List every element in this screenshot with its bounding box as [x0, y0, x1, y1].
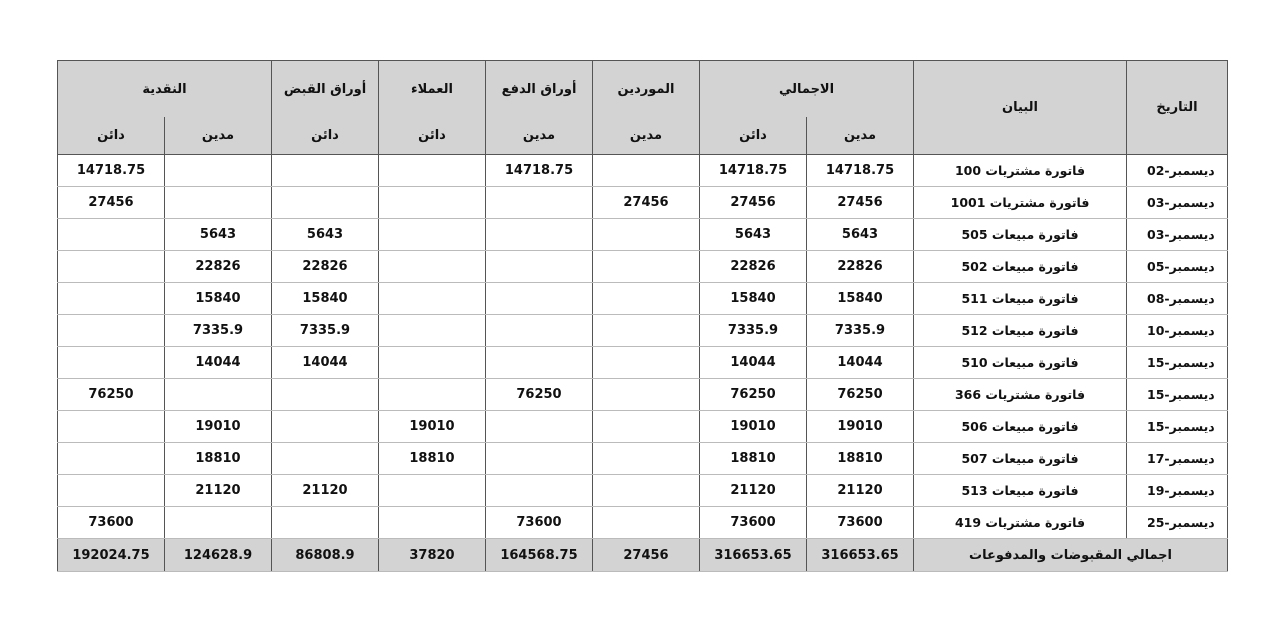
table-row: [58, 251, 1228, 283]
table-row: [58, 155, 1228, 187]
totals-receivables-credit: 86808.9: [272, 539, 379, 572]
cell-cash-debit: [165, 155, 272, 187]
cell-total-debit: 15840: [807, 283, 914, 315]
cell-cash-debit: [165, 507, 272, 539]
totals-total-debit: 316653.65: [807, 539, 914, 572]
subheader-receivables-credit: دائن: [272, 117, 379, 155]
cell-date: 15-ديسمبر: [1127, 347, 1228, 379]
cell-cash-credit: [58, 315, 165, 347]
cell-cash-credit: [58, 251, 165, 283]
cell-description: فاتورة مبيعات 505: [914, 219, 1127, 251]
header-total: الاجمالي: [700, 61, 914, 118]
table-row: [58, 187, 1228, 219]
cell-total-debit: 73600: [807, 507, 914, 539]
cell-total-credit: 18810: [700, 443, 807, 475]
cell-date: 02-ديسمبر: [1127, 155, 1228, 187]
cell-description: فاتورة مبيعات 511: [914, 283, 1127, 315]
cell-customers-credit: [379, 379, 486, 411]
totals-suppliers-debit: 27456: [593, 539, 700, 572]
cell-cash-credit: [58, 411, 165, 443]
cell-receivables-credit: 5643: [272, 219, 379, 251]
cell-cash-debit: 21120: [165, 475, 272, 507]
cell-cash-credit: [58, 219, 165, 251]
cell-payables-debit: [486, 347, 593, 379]
cell-suppliers-debit: [593, 155, 700, 187]
cell-customers-credit: [379, 155, 486, 187]
cell-receivables-credit: [272, 379, 379, 411]
cell-suppliers-debit: [593, 251, 700, 283]
cell-description: فاتورة مبيعات 512: [914, 315, 1127, 347]
cell-payables-debit: [486, 475, 593, 507]
cell-description: فاتورة مشتريات 100: [914, 155, 1127, 187]
cell-cash-credit: [58, 475, 165, 507]
header-receivables: أوراق القبض: [272, 61, 379, 118]
cell-date: 17-ديسمبر: [1127, 443, 1228, 475]
ledger-sheet: [57, 60, 1224, 572]
cell-date: 19-ديسمبر: [1127, 475, 1228, 507]
cell-cash-credit: 73600: [58, 507, 165, 539]
cell-description: فاتورة مشتريات 366: [914, 379, 1127, 411]
cell-total-debit: 14044: [807, 347, 914, 379]
table-body: [58, 155, 1228, 572]
cell-receivables-credit: 15840: [272, 283, 379, 315]
cell-suppliers-debit: [593, 379, 700, 411]
table-header: [58, 61, 1228, 155]
cell-description: فاتورة مشتريات 419: [914, 507, 1127, 539]
cell-total-credit: 5643: [700, 219, 807, 251]
cell-description: فاتورة مبيعات 502: [914, 251, 1127, 283]
table-row: [58, 315, 1228, 347]
cell-receivables-credit: 7335.9: [272, 315, 379, 347]
totals-label: اجمالي المقبوضات والمدفوعات: [914, 539, 1228, 572]
cell-cash-credit: [58, 347, 165, 379]
totals-total-credit: 316653.65: [700, 539, 807, 572]
cell-receivables-credit: [272, 507, 379, 539]
cell-customers-credit: [379, 315, 486, 347]
cell-description: فاتورة مشتريات 1001: [914, 187, 1127, 219]
cell-customers-credit: [379, 283, 486, 315]
header-suppliers: الموردين: [593, 61, 700, 118]
cell-suppliers-debit: 27456: [593, 187, 700, 219]
cell-receivables-credit: 22826: [272, 251, 379, 283]
cell-payables-debit: [486, 315, 593, 347]
cell-cash-credit: 76250: [58, 379, 165, 411]
cell-total-credit: 14044: [700, 347, 807, 379]
cell-suppliers-debit: [593, 475, 700, 507]
cell-cash-debit: 7335.9: [165, 315, 272, 347]
cell-payables-debit: [486, 443, 593, 475]
cell-payables-debit: 73600: [486, 507, 593, 539]
totals-customers-credit: 37820: [379, 539, 486, 572]
cell-total-credit: 7335.9: [700, 315, 807, 347]
cell-customers-credit: [379, 475, 486, 507]
table-row: [58, 347, 1228, 379]
subheader-suppliers-debit: مدين: [593, 117, 700, 155]
cell-total-debit: 22826: [807, 251, 914, 283]
totals-cash-debit: 124628.9: [165, 539, 272, 572]
subheader-cash-debit: مدين: [165, 117, 272, 155]
cell-date: 10-ديسمبر: [1127, 315, 1228, 347]
cell-payables-debit: [486, 251, 593, 283]
cell-customers-credit: [379, 219, 486, 251]
cell-receivables-credit: [272, 443, 379, 475]
cell-receivables-credit: 14044: [272, 347, 379, 379]
cell-date: 15-ديسمبر: [1127, 379, 1228, 411]
subheader-total-credit: دائن: [700, 117, 807, 155]
cell-total-credit: 27456: [700, 187, 807, 219]
cell-total-credit: 21120: [700, 475, 807, 507]
cell-description: فاتورة مبيعات 513: [914, 475, 1127, 507]
subheader-total-debit: مدين: [807, 117, 914, 155]
cell-payables-debit: 76250: [486, 379, 593, 411]
cell-total-debit: 18810: [807, 443, 914, 475]
cell-payables-debit: [486, 219, 593, 251]
header-description: البيان: [914, 61, 1127, 155]
cell-cash-credit: 14718.75: [58, 155, 165, 187]
cell-cash-debit: 22826: [165, 251, 272, 283]
cell-suppliers-debit: [593, 283, 700, 315]
cell-date: 25-ديسمبر: [1127, 507, 1228, 539]
totals-row: [58, 539, 1228, 572]
cell-cash-debit: 5643: [165, 219, 272, 251]
table-row: [58, 507, 1228, 539]
cell-description: فاتورة مبيعات 506: [914, 411, 1127, 443]
cell-customers-credit: [379, 187, 486, 219]
header-cash: النقدية: [58, 61, 272, 118]
cell-total-credit: 19010: [700, 411, 807, 443]
cell-cash-debit: 14044: [165, 347, 272, 379]
cell-cash-debit: 19010: [165, 411, 272, 443]
cell-total-credit: 14718.75: [700, 155, 807, 187]
cell-receivables-credit: 21120: [272, 475, 379, 507]
cell-suppliers-debit: [593, 219, 700, 251]
cell-customers-credit: 19010: [379, 411, 486, 443]
cell-total-debit: 19010: [807, 411, 914, 443]
cell-date: 15-ديسمبر: [1127, 411, 1228, 443]
cell-total-debit: 76250: [807, 379, 914, 411]
cell-receivables-credit: [272, 187, 379, 219]
cell-customers-credit: [379, 507, 486, 539]
cell-total-credit: 76250: [700, 379, 807, 411]
table-row: [58, 379, 1228, 411]
cell-cash-debit: 15840: [165, 283, 272, 315]
cell-total-credit: 73600: [700, 507, 807, 539]
cell-payables-debit: [486, 283, 593, 315]
cell-customers-credit: 18810: [379, 443, 486, 475]
cell-suppliers-debit: [593, 315, 700, 347]
cell-date: 03-ديسمبر: [1127, 219, 1228, 251]
cell-date: 08-ديسمبر: [1127, 283, 1228, 315]
cell-total-debit: 14718.75: [807, 155, 914, 187]
cell-customers-credit: [379, 251, 486, 283]
cell-payables-debit: [486, 411, 593, 443]
totals-payables-debit: 164568.75: [486, 539, 593, 572]
cell-cash-credit: [58, 443, 165, 475]
header-customers: العملاء: [379, 61, 486, 118]
table-row: [58, 283, 1228, 315]
table-row: [58, 443, 1228, 475]
cell-receivables-credit: [272, 155, 379, 187]
cell-total-debit: 27456: [807, 187, 914, 219]
cell-suppliers-debit: [593, 347, 700, 379]
table-row: [58, 219, 1228, 251]
cell-payables-debit: 14718.75: [486, 155, 593, 187]
cell-suppliers-debit: [593, 443, 700, 475]
cell-date: 05-ديسمبر: [1127, 251, 1228, 283]
subheader-payables-debit: مدين: [486, 117, 593, 155]
cell-cash-credit: [58, 283, 165, 315]
cell-cash-debit: [165, 187, 272, 219]
cell-receivables-credit: [272, 411, 379, 443]
cell-total-debit: 21120: [807, 475, 914, 507]
cell-cash-debit: 18810: [165, 443, 272, 475]
table-row: [58, 411, 1228, 443]
cell-date: 03-ديسمبر: [1127, 187, 1228, 219]
cell-description: فاتورة مبيعات 507: [914, 443, 1127, 475]
table-row: [58, 475, 1228, 507]
header-date: التاريخ: [1127, 61, 1228, 155]
header-payables: أوراق الدفع: [486, 61, 593, 118]
subheader-cash-credit: دائن: [58, 117, 165, 155]
cell-cash-credit: 27456: [58, 187, 165, 219]
cell-suppliers-debit: [593, 507, 700, 539]
cell-payables-debit: [486, 187, 593, 219]
cell-total-debit: 5643: [807, 219, 914, 251]
cell-description: فاتورة مبيعات 510: [914, 347, 1127, 379]
totals-cash-credit: 192024.75: [58, 539, 165, 572]
cell-suppliers-debit: [593, 411, 700, 443]
cell-total-debit: 7335.9: [807, 315, 914, 347]
cell-cash-debit: [165, 379, 272, 411]
subheader-customers-credit: دائن: [379, 117, 486, 155]
cell-total-credit: 15840: [700, 283, 807, 315]
cell-customers-credit: [379, 347, 486, 379]
cell-total-credit: 22826: [700, 251, 807, 283]
ledger-table: [57, 60, 1228, 572]
